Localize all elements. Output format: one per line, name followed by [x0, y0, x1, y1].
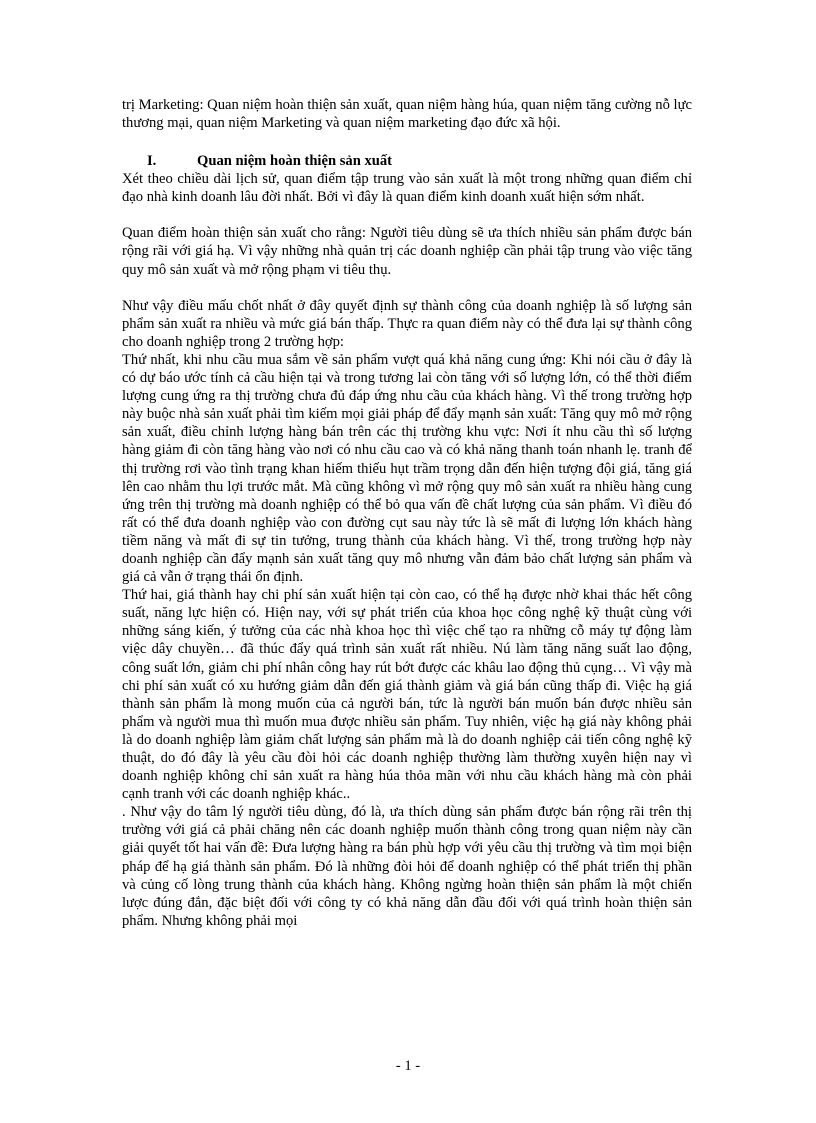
section-title: Quan niệm hoàn thiện sản xuất	[197, 153, 393, 170]
paragraph-history: Xét theo chiều dài lịch sử, quan điểm tập trung vào sản xuất là một trong những quan điểm chỉ đạo nhà kinh doanh lâu đời nhất. Bởi vì đây là quan điểm kinh doanh xuất hiện sớm nhất.	[122, 171, 692, 206]
paragraph-conclusion: . Như vậy do tâm lý người tiêu dùng, đó là, ưa thích dùng sản phẩm được bán rộng rãi trên thị trường với giá cả phải chăng nên các doanh nghiệp muốn thành công trong quan niệm này cần giải quyết tốt hai vấn đề: Đưa lượng hàng ra bán phù hợp với yêu cầu thị trường và tìm mọi biện pháp để hạ giá thành sản phẩm. Đó là những đòi hỏi để doanh nghiệp có thể phát triển thị phần và củng cố lòng trung thành của khách hàng. Không ngừng hoàn thiện sản phẩm là một chiến lược đúng đắn, đặc biệt đối với công ty có khả năng dẫn đầu đối với quá trình hoàn thiện sản phẩm. Nhưng không phải mọi	[122, 804, 692, 929]
section-number: I.	[147, 153, 157, 170]
intro-paragraph: trị Marketing: Quan niệm hoàn thiện sản xuất, quan niệm hàng húa, quan niệm tăng cường nỗ lực thương mại, quan niệm Marketing và quan niệm marketing đạo đức xã hội.	[122, 97, 692, 132]
page-number: - 1 -	[395, 1058, 421, 1074]
paragraph-first-case: Thứ nhất, khi nhu cầu mua sắm về sản phẩm vượt quá khả năng cung ứng: Khi nói cầu ở đây là có dự báo ước tính cả cầu hiện tại và trong tương lai còn tăng với số lượng lớn, có thể thời điểm lượng cung ứng ra thị trường chưa đủ đáp ứng nhu cầu của khách hàng. Vì thế trong trường hợp này buộc nhà sản xuất phải tìm kiếm mọi giải pháp để đẩy mạnh sản xuất: Tăng quy mô mở rộng sản xuất, điều chỉnh lượng hàng bán trên các thị trường khu vực: Nơi ít nhu cầu thì số lượng hàng giảm đi còn tăng hàng vào nơi có nhu cầu cao và có khả năng thanh toán nhanh lẹ. tranh để thị trường rơi vào tình trạng khan hiếm thiếu hụt trầm trọng dẫn đến hiện tượng đội giá, tăng giá lên cao nhằm thu lợi trước mắt. Mà cũng không vì mở rộng quy mô sản xuất ra nhiều hàng cung ứng trên thị trường mà doanh nghiệp có thể bỏ qua vấn đề chất lượng của sản phẩm. Vì điều đó rất có thể đưa doanh nghiệp vào con đường cụt sau này tức là sẽ mất đi lượng lớn khách hàng tiềm năng và mất đi sự tin tưởng, trung thành của khách hàng. Vì thế, trong trường hợp này doanh nghiệp cần đẩy mạnh sản xuất tăng quy mô nhưng vẫn đảm bảo chất lượng sản phẩm và giá cả vẫn ở trạng thái ổn định.	[122, 351, 692, 586]
paragraph-definition: Quan điểm hoàn thiện sản xuất cho rằng: Người tiêu dùng sẽ ưa thích nhiều sản phẩm được bán rộng rãi với giá hạ. Vì vậy những nhà quản trị các doanh nghiệp cần phải tập trung vào việc tăng quy mô sản xuất và mở rộng phạm vi tiêu thụ.	[122, 225, 692, 278]
document-page	[122, 96, 692, 930]
paragraph-key-point: Như vậy điều mấu chốt nhất ở đây quyết định sự thành công của doanh nghiệp là số lượng sản phẩm sản xuất ra nhiều và mức giá bán thấp. Thực ra quan điểm này có thể đưa lại sự thành công cho doanh nghiệp trong 2 trường hợp:	[122, 297, 692, 350]
paragraph-second-case: Thứ hai, giá thành hay chi phí sản xuất hiện tại còn cao, có thể hạ được nhờ khai thác hết công suất, năng lực hiện có. Hiện nay, với sự phát triển của khoa học công nghệ kỹ thuật cùng với những sáng kiến, ý tưởng của các nhà khoa học thì việc chế tạo ra những cỗ máy tự động làm việc dây chuyền… đã thúc đẩy quá trình sản xuất rất nhiều. Nú làm tăng năng suất lao động, công suất lớn, giảm chi phí nhân công hay rút bớt được các khâu lao động thủ cụng… Vì vậy mà chi phí sản xuất có xu hướng giảm dẫn đến giá thành giảm và giá bán cũng thấp đi. Việc hạ giá thành sản phẩm là mong muốn của cả người bán, tức là người bán muốn bán được nhiều sản phẩm và người mua thì muốn mua được nhiều sản phẩm. Tuy nhiên, việc hạ giá này không phải là do doanh nghiệp làm giảm chất lượng sản phẩm mà là do doanh nghiệp cải tiến công nghệ kỹ thuật, do đó đây là yêu cầu đòi hỏi các doanh nghiệp thường làm thường xuyên hiện nay vì doanh nghiệp không chỉ sản xuất ra hàng húa thỏa mãn với nhu cầu khách hàng mà còn phải cạnh tranh với các doanh nghiệp khác..	[122, 587, 692, 803]
section-heading	[122, 152, 692, 170]
